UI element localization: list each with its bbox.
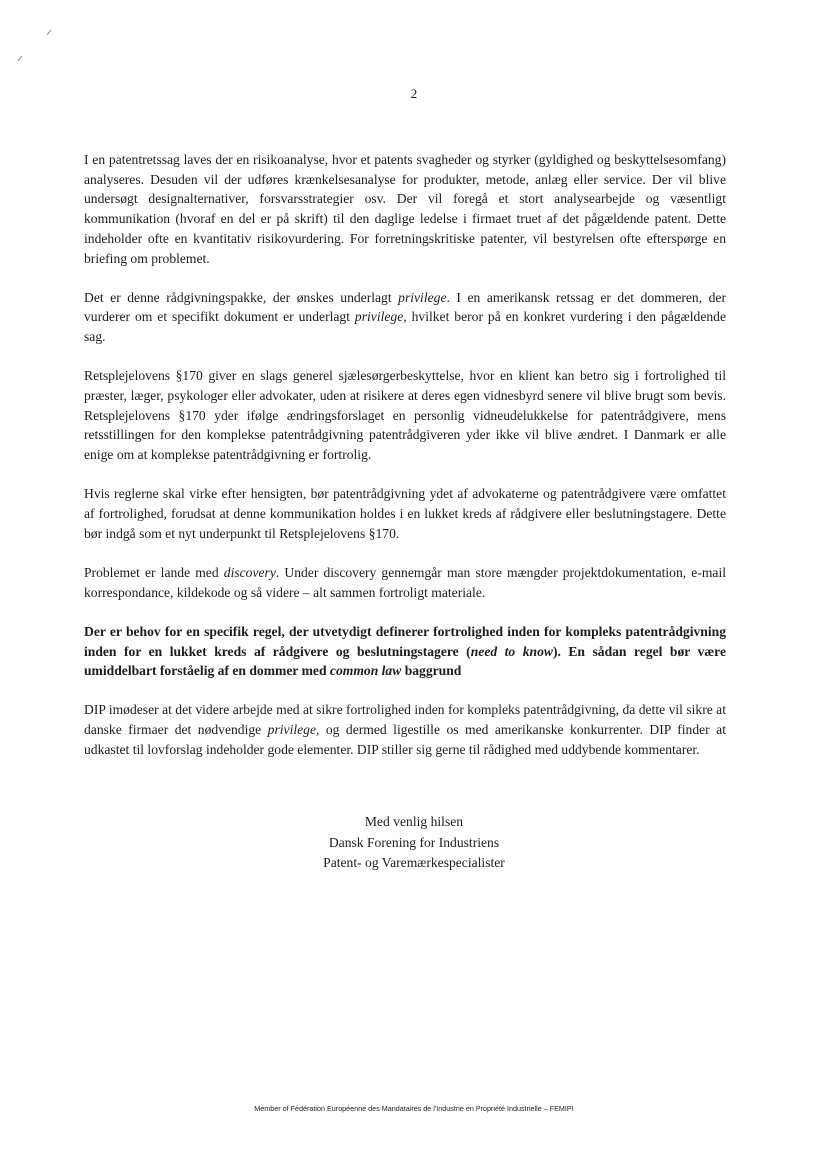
greeting: Med venlig hilsen bbox=[364, 814, 464, 829]
text-run: ). En sådan regel bør være umiddelbart forståelig af en dommer med bbox=[84, 643, 726, 679]
signature-block bbox=[0, 812, 828, 874]
text-run: baggrund bbox=[401, 663, 462, 679]
italic-term: discovery bbox=[223, 564, 276, 580]
text-run: Problemet er lande med bbox=[84, 564, 224, 580]
paragraph-dip-conclusion bbox=[84, 700, 726, 759]
organization-line: Dansk Forening for Industriens bbox=[328, 834, 500, 850]
scan-mark bbox=[18, 56, 23, 61]
text-run: DIP imødeser at det videre arbejde med at sikre fortrolighed inden for kompleks patentrådgivning, da dette vil sikre at danske firmaer det nødvendige bbox=[84, 702, 726, 738]
page-footer: Member of Fédération Européenne des Mandataires de l'Industrie en Propriété Industrielle – FEMIPI bbox=[254, 1104, 574, 1113]
italic-term: privilege bbox=[354, 309, 404, 325]
italic-term: privilege bbox=[267, 722, 316, 738]
paragraph-retsplejeloven: Retsplejelovens §170 giver en slags generel sjælesørgerbeskyttelse, hvor en klient kan betro sig i fortrolighed til præster, læger, psykologer eller advokater, uden at risikere at deres egen vidnesbyrd senere vil blive brugt som bevis. Retsplejelovens §170 yder ifølge ændringsforslaget en personlig vidneudelukkelse for patentrådgivere, mens retsstillingen for den komplekse patentrådgivning patentrådgiveren yder ikke vil blive ændret. I Danmark er alle enige om at komplekse patentrådgivning er fortrolig. bbox=[84, 368, 726, 463]
paragraph-risk-analysis: I en patentretssag laves der en risikoanalyse, hvor et patents svagheder og styrker (gyldighed og beskyttelsesomfang) analyseres. Desuden vil der udføres krænkelsesanalyse for produkter, metode, anlæg eller service. Der vil blive undersøgt designalternativer, forsvarsstrategier osv. Der vil foregå et stort analysearbejde og væsentligt kommunikation (hvoraf en del er på skrift) til den daglige ledelse i firmaet truet af det pågældende patent. Dette indeholder ofte en kvantitativ risikovurdering. For forretningskritiske patenter, vil bestyrelsen ofte efterspørge en briefing om problemet. bbox=[84, 152, 726, 266]
italic-term: need to know bbox=[470, 643, 553, 659]
text-run: Det er denne rådgivningspakke, der ønskes underlagt bbox=[84, 289, 399, 305]
text-run: , hvilket beror på en konkret vurdering i den pågældende sag. bbox=[84, 309, 726, 345]
text-run: . I en amerikansk retssag er det dommeren, der vurderer om et specifikt dokument er underlagt bbox=[84, 289, 726, 325]
paragraph-specific-rule bbox=[84, 622, 726, 681]
paragraph-discovery bbox=[84, 563, 726, 602]
text-run: Der er behov for en specifik regel, der utvetydigt definerer fortrolighed inden for kompleks patentrådgivning inden for en lukket kreds af rådgivere og beslutningstagere ( bbox=[84, 623, 726, 659]
scan-mark bbox=[47, 30, 52, 35]
italic-term: common law bbox=[329, 663, 402, 679]
letter-body bbox=[84, 150, 726, 779]
italic-term: privilege bbox=[398, 289, 447, 305]
page-number: 2 bbox=[410, 86, 418, 101]
text-run: , og dermed ligestille os med amerikanske konkurrenter. DIP finder at udkastet til lovforslag indeholder gode elementer. DIP stiller sig gerne til rådighed med uddybende kommentarer. bbox=[84, 722, 726, 757]
text-run: . Under discovery gennemgår man store mængder projektdokumentation, e-mail korrespondance, kildekode og så videre – alt sammen fortroligt materiale. bbox=[84, 564, 727, 600]
organization-line: Patent- og Varemærkespecialister bbox=[323, 855, 505, 870]
paragraph-rules: Hvis reglerne skal virke efter hensigten, bør patentrådgivning ydet af advokaterne og patentrådgivere være omfattet af fortrolighed, forudsat at denne kommunikation holdes i en lukket kreds af rådgivere eller beslutningstagere. Dette bør indgå som et nyt underpunkt til Retsplejelovens §170. bbox=[84, 486, 726, 541]
paragraph-privilege bbox=[84, 288, 726, 347]
